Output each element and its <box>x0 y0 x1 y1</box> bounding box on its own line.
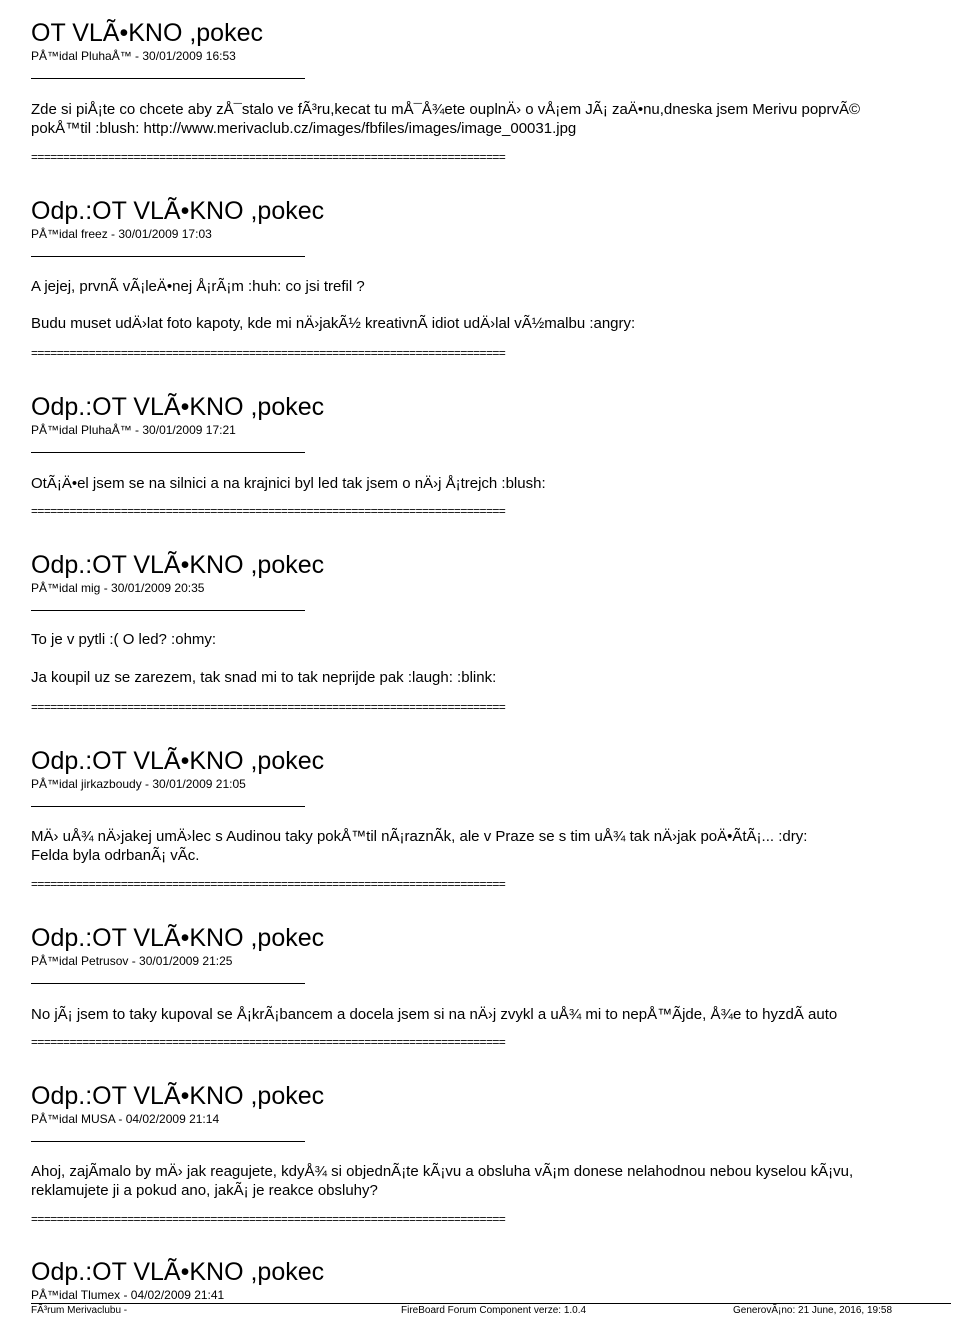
forum-post <box>31 923 960 1024</box>
post-line: Felda byla odrbanÃ¡ vÃc. <box>31 847 200 864</box>
post-meta: PÅ™idal PluhaÅ™ - 30/01/2009 16:53 <box>31 49 236 63</box>
post-body <box>31 474 960 493</box>
post-separator: ========================================================================== <box>31 700 506 714</box>
page-footer <box>31 1303 951 1316</box>
post-meta: PÅ™idal PluhaÅ™ - 30/01/2009 17:21 <box>31 423 236 437</box>
post-separator: ========================================================================== <box>31 346 506 360</box>
post-body <box>31 100 960 138</box>
post-separator: ========================================================================== <box>31 1035 506 1049</box>
forum-post <box>31 18 960 138</box>
post-meta: PÅ™idal Tlumex - 04/02/2009 21:41 <box>31 1288 225 1302</box>
post-header-rule <box>31 1141 305 1142</box>
forum-post <box>31 392 960 493</box>
post-title: Odp.:OT VLÃ•KNO ,pokec <box>31 1258 325 1286</box>
post-header-rule <box>31 452 305 453</box>
post-line: Ahoj, zajÃmalo by mÄ› jak reagujete, kdyÅ¾ si objednÃ¡te kÃ¡vu a obsluha vÃ¡m donese nelahodnou nebou kyselou kÃ¡vu, <box>31 1163 854 1180</box>
forum-post <box>31 1257 960 1303</box>
post-line: No jÃ¡ jsem to taky kupoval se Å¡krÃ¡bancem a docela jsem si na nÄ›j zvykl a uÅ¾ mi to nepÅ™Ãjde, Å¾e to hyzdÃ auto <box>31 1006 838 1023</box>
post-body <box>31 1162 960 1200</box>
forum-post <box>31 550 960 687</box>
post-body <box>31 277 960 333</box>
post-title: Odp.:OT VLÃ•KNO ,pokec <box>31 551 325 579</box>
post-header-rule <box>31 806 305 807</box>
post-meta: PÅ™idal Petrusov - 30/01/2009 21:25 <box>31 954 233 968</box>
post-meta: PÅ™idal freez - 30/01/2009 17:03 <box>31 227 212 241</box>
post-header-rule <box>31 983 305 984</box>
forum-post <box>31 1081 960 1200</box>
post-line: MÄ› uÅ¾ nÄ›jakej umÄ›lec s Audinou taky pokÅ™til nÃ¡raznÃk, ale v Praze se s tim uÅ¾ tak nÄ›jak poÄ•ÃtÃ¡... :dry: <box>31 828 808 845</box>
post-header-rule <box>31 256 305 257</box>
post-body <box>31 1005 960 1024</box>
post-header-rule <box>31 610 305 611</box>
post-line: Zde si piÅ¡te co chcete aby zÅ¯stalo ve fÃ³ru,kecat tu mÅ¯Å¾ete ouplnÄ› o vÅ¡em JÃ¡ zaÄ•nu,dneska jsem Merivu poprvÃ© <box>31 101 861 118</box>
forum-post <box>31 196 960 333</box>
post-title: Odp.:OT VLÃ•KNO ,pokec <box>31 924 325 952</box>
post-line: To je v pytli :( O led? :ohmy: <box>31 631 217 648</box>
post-separator: ========================================================================== <box>31 504 506 518</box>
post-line <box>31 649 960 668</box>
footer-component-version: FireBoard Forum Component verze: 1.0.4 <box>401 1305 587 1316</box>
post-meta: PÅ™idal mig - 30/01/2009 20:35 <box>31 581 205 595</box>
post-title: OT VLÃ•KNO ,pokec <box>31 19 263 47</box>
post-title: Odp.:OT VLÃ•KNO ,pokec <box>31 747 325 775</box>
post-line: reklamujete ji a pokud ano, jakÃ¡ je reakce obsluhy? <box>31 1182 378 1199</box>
post-line: OtÃ¡Ä•el jsem se na silnici a na krajnici byl led tak jsem o nÄ›j Å¡trejch :blush: <box>31 475 546 492</box>
post-separator: ========================================================================== <box>31 877 506 891</box>
post-line: Budu muset udÄ›lat foto kapoty, kde mi nÄ›jakÃ½ kreativnÃ idiot udÄ›lal vÃ½malbu :angry: <box>31 315 636 332</box>
post-line: pokÅ™til :blush: http://www.merivaclub.cz/images/fbfiles/images/image_00031.jpg <box>31 120 577 137</box>
post-title: Odp.:OT VLÃ•KNO ,pokec <box>31 197 325 225</box>
footer-site-name: FÃ³rum Merivaclubu - <box>31 1305 128 1316</box>
post-header-rule <box>31 78 305 79</box>
post-line: A jejej, prvnÃ vÃ¡leÄ•nej Å¡rÃ¡m :huh: co jsi trefil ? <box>31 278 365 295</box>
post-separator: ========================================================================== <box>31 150 506 164</box>
post-separator: ========================================================================== <box>31 1212 506 1226</box>
post-line: Ja koupil uz se zarezem, tak snad mi to tak neprijde pak :laugh: :blink: <box>31 669 497 686</box>
post-line <box>31 296 960 314</box>
footer-generated-date: GenerovÃ¡no: 21 June, 2016, 19:58 <box>733 1305 893 1316</box>
post-meta: PÅ™idal MUSA - 04/02/2009 21:14 <box>31 1112 220 1126</box>
post-meta: PÅ™idal jirkazboudy - 30/01/2009 21:05 <box>31 777 246 791</box>
post-body <box>31 827 960 865</box>
post-title: Odp.:OT VLÃ•KNO ,pokec <box>31 393 325 421</box>
post-title: Odp.:OT VLÃ•KNO ,pokec <box>31 1082 325 1110</box>
forum-post <box>31 746 960 865</box>
post-body <box>31 630 960 687</box>
